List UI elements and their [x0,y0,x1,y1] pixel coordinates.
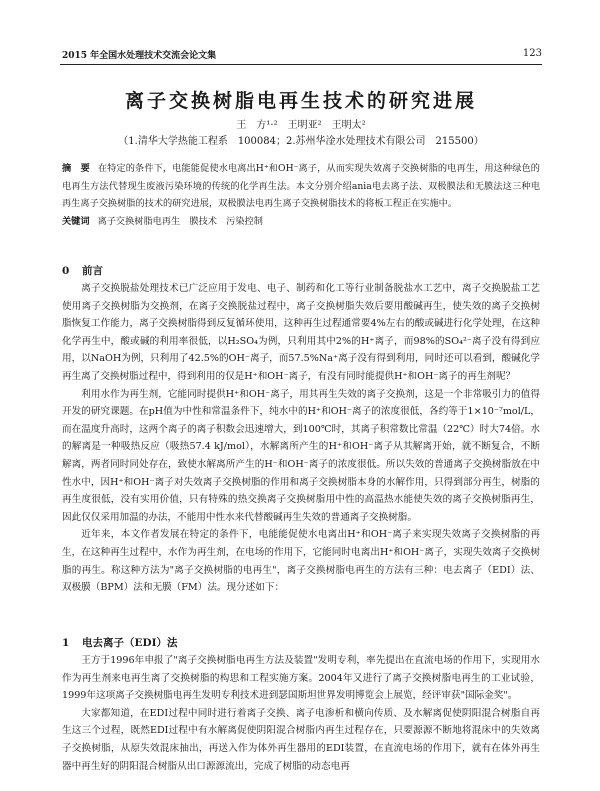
section-title: 电去离子（EDI）法 [82,637,178,649]
body-paragraph: 利用水作为再生剂，它能同时提供H⁺和OH⁻离子，用其再生失效的离子交换剂，这是一个非常吸引力的值得开发的研究课题。在pH值为中性和常温条件下，纯水中的H⁺和OH⁻离子的浓度很低，各约等于1×10⁻⁷mol/L，而在温度升高时，这两个离子的离子积数会迅速增大，到100℃时，其离子积常数比常温（22℃）时大74倍。水的解离是一种吸热反应（吸热57.4 kJ/mol），水解离所产生的H⁺和OH⁻离子从其解离开始，就不断复合，不断解离，两者同时同处存在，致使水解离所产生的H⁻和OH⁻离子的浓度很低。所以失效的普通离子交换树脂放在中性水中，因H⁺和OH⁻离子对失效离子交换树脂的作用和离子交换树脂本身的水解作用，只得到部分再生，树脂的再生度很低，没有实用价值，只有特殊的热交换离子交换树脂用中性的高温热水能使失效的离子交换树脂再生，因此仅仅采用加温的办法，不能用中性水来代替酸碱再生失效的普通离子交换树脂。 [62,388,540,523]
section-title: 前言 [82,265,103,277]
body-paragraph: 王方于1996年申报了"离子交换树脂电再生方法及装置"发明专利，率先提出在直流电场的作用下，实现用水作为再生剂来电再生离了交换树脂的构思和工程实施方案。2004年又进行了离子交换树脂电再生的工业试验，1999年这项离子交换树脂电再生发明专利技术进到瑟国斯坦世界发明博览会上展览，经评审获"国际金奖"。 [62,655,540,702]
intro-text [62,280,540,597]
affiliation: （1.清华大学热能工程系 100084；2.苏州华淦水处理技术有限公司 215500） [118,136,484,147]
body-paragraph: 大家都知道，在EDI过程中同时进行着离子交换、离子电渗析和横向传质、及水解离促使阴阳混合树脂自再生这三个过程，既然EDI过程中有水解离促使阴阳混合树脂内再生过程存在，只要源源不断地将混床中的失效离子交换树脂，从原失效混床抽出，再送入作为体外再生器用的EDI装置，在直流电场的作用下，就有在体外再生器中再生好的阴阳混合树脂从出口源源流出，完成了树脂的动态电再 [62,707,540,772]
keywords-label: 关键词 [62,215,90,227]
section-number: 1 [62,637,70,649]
keywords-text: 离子交换树脂电再生 膜技术 污染控制 [97,215,263,227]
section1-text [62,652,540,775]
running-head [62,48,542,64]
keywords-line [62,213,540,231]
page-number: 123 [522,48,542,59]
section-heading-1 [62,634,540,652]
section-heading-0 [62,262,540,280]
section-number: 0 [62,265,70,277]
body-paragraph: 近年来，本文作者发展在特定的条件下，电能能促使水电离出H⁺和OH⁻离子来实现失效离子交换树脂的再生，在这种再生过程中，水作为再生剂，在电场的作用下，它能同时电离出H⁺和OH⁻离子，实现失效离子交换树脂的再生。称这种方法为"离子交换树脂的电再生"，离子交换树脂电再生的方法有三种：电去离子（EDI）法、双极膜（BPM）法和无膜（FM）法。现分述如下： [62,529,540,594]
paper-title: 离子交换树脂电再生技术的研究进展 [124,90,477,112]
abstract-block [62,160,540,230]
author-list: 王 方¹·² 王明亚² 王明太² [236,120,366,131]
running-head-title: 2015 年全国水处理技术交流会论文集 [62,51,217,61]
header-divider [60,64,542,65]
abstract-label: 摘 要 [62,163,90,174]
abstract-text: 在特定的条件下，电能能促使水电离出H⁺和OH⁻离子，从而实现失效离子交换树脂的电再生，用这种绿色的电再生方法代替现生废液污染环境的传统的化学再生法。本文分别介绍ania电去离子法、双极膜法和无膜法这三种电再生离子交换树脂的技术的研究进展，双极膜法电再生离子交换树脂技术的将板工程正在实施中。 [62,163,540,209]
body-paragraph: 离子交换脱盐处理技术已广泛应用于发电、电子、制药和化工等行业制备脱盐水工艺中，离子交换脱盐工艺使用离子交换树脂为交换剂，在离子交换脱盐过程中，离子交换树脂失效后要用酸碱再生，使失效的离子交换树脂恢复工作能力，离子交换树脂得到反复循环使用，这种再生过程通常要4%左右的酸或碱进行化学处理，在这种化学再生中，酸或碱的利用率很低，以H₂SO₄为例，只利用其中2%的H⁺离子，而98%的SO₄²⁻离子没有得到应用，以NaOH为例，只利用了42.5%的OH⁻离子，而57.5%Na⁺离子没有得到利用，同时还可以看到，酸碱化学再生离了交换树脂过程中，得到利用的仅是H⁺和OH⁻离子，有没有同时能提供H⁺和OH⁻离子的再生剂呢？ [62,283,540,382]
